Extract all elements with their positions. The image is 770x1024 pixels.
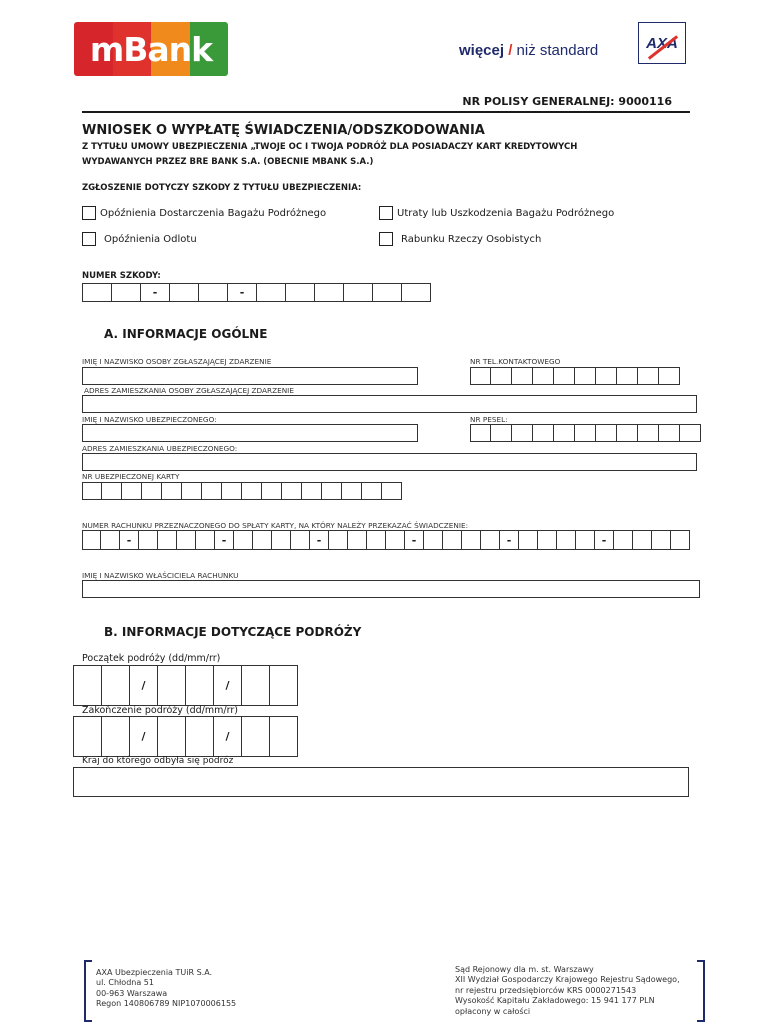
card-number-grid[interactable] [82, 482, 402, 500]
phone-label: NR TEL.KONTAKTOWEGO [470, 357, 561, 366]
country-field[interactable] [73, 767, 689, 797]
insured-name-field[interactable] [82, 424, 418, 442]
reporter-name-label: IMIĘ I NAZWISKO OSOBY ZGŁASZAJĄCEJ ZDARZENIE [82, 357, 272, 366]
tagline-rest: niż standard [516, 42, 599, 59]
axa-logo-text: AXA [646, 34, 678, 52]
account-owner-label: IMIĘ I NAZWISKO WŁAŚCICIELA RACHUNKU [82, 571, 239, 580]
checkbox[interactable] [379, 232, 393, 246]
header-divider [82, 111, 690, 113]
claim-option-robbery[interactable]: Rabunku Rzeczy Osobistych [379, 232, 541, 246]
insured-address-field[interactable] [82, 453, 697, 471]
reporter-address-field[interactable] [82, 395, 697, 413]
mbank-logo-text: mBank [89, 29, 213, 69]
pesel-grid[interactable] [470, 424, 701, 442]
country-label: Kraj do którego odbyła się podróż [82, 756, 234, 766]
claim-option-baggage-loss[interactable]: Utraty lub Uszkodzenia Bagażu Podróżnego [379, 206, 614, 220]
claim-option-baggage-delay[interactable]: Opóźnienia Dostarczenia Bagażu Podróżnego [82, 206, 326, 220]
claim-type-heading: ZGŁOSZENIE DOTYCZY SZKODY Z TYTUŁU UBEZPIECZENIA: [82, 183, 362, 193]
policy-number: NR POLISY GENERALNEJ: 9000116 [462, 95, 672, 108]
checkbox[interactable] [82, 206, 96, 220]
form-subtitle-2: WYDAWANYCH PRZEZ BRE BANK S.A. (OBECNIE MBANK S.A.) [82, 157, 374, 167]
reporter-name-field[interactable] [82, 367, 418, 385]
reporter-address-label: ADRES ZAMIESZKANIA OSOBY ZGŁASZAJĄCEJ ZDARZENIE [84, 386, 294, 395]
footer-bracket-left [84, 960, 92, 1022]
card-number-label: NR UBEZPIECZONEJ KARTY [82, 472, 180, 481]
trip-start-grid[interactable]: / / [73, 665, 298, 706]
footer-registry-info: Sąd Rejonowy dla m. st. Warszawy XII Wydział Gospodarczy Krajowego Rejestru Sądowego, nr rejestru przedsiębiorców KRS 0000271543 Wysokość Kapitału Zakładowego: 15 941 177 PLN opłacony w całości [455, 965, 680, 1016]
footer-bracket-right [697, 960, 705, 1022]
axa-logo [638, 22, 686, 64]
claim-number-label: NUMER SZKODY: [82, 271, 161, 281]
trip-start-label: Początek podróży (dd/mm/rr) [82, 653, 221, 664]
axa-tagline: więcej / niż standard [459, 42, 599, 59]
section-a-heading: A. INFORMACJE OGÓLNE [104, 327, 268, 341]
form-subtitle-1: Z TYTUŁU UMOWY UBEZPIECZENIA „TWOJE OC I TWOJA PODRÓŻ DLA POSIADACZY KART KREDYTOWYCH [82, 142, 578, 152]
insured-name-label: IMIĘ I NAZWISKO UBEZPIECZONEGO: [82, 415, 217, 424]
form-title: WNIOSEK O WYPŁATĘ ŚWIADCZENIA/ODSZKODOWANIA [82, 123, 485, 138]
claim-option-flight-delay[interactable]: Opóźnienia Odlotu [82, 232, 197, 246]
claim-number-grid[interactable]: - - [82, 283, 431, 302]
mbank-logo [74, 22, 228, 76]
pesel-label: NR PESEL: [470, 415, 508, 424]
trip-end-grid[interactable]: / / [73, 716, 298, 757]
account-number-grid[interactable]: - - - - - - [82, 530, 690, 550]
checkbox[interactable] [379, 206, 393, 220]
account-owner-field[interactable] [82, 580, 700, 598]
section-b-heading: B. INFORMACJE DOTYCZĄCE PODRÓŻY [104, 625, 362, 639]
footer-company-info: AXA Ubezpieczenia TUiR S.A. ul. Chłodna 51 00-963 Warszawa Regon 140806789 NIP1070006155 [96, 968, 237, 1009]
tagline-bold: więcej [459, 42, 505, 59]
phone-grid[interactable] [470, 367, 680, 385]
insured-address-label: ADRES ZAMIESZKANIA UBEZPIECZONEGO: [82, 444, 238, 453]
account-number-label: NUMER RACHUNKU PRZEZNACZONEGO DO SPŁATY KARTY, NA KTÓRY NALEŻY PRZEKAZAĆ ŚWIADCZENIE: [82, 521, 469, 530]
checkbox[interactable] [82, 232, 96, 246]
trip-end-label: Zakończenie podróży (dd/mm/rr) [82, 705, 238, 716]
